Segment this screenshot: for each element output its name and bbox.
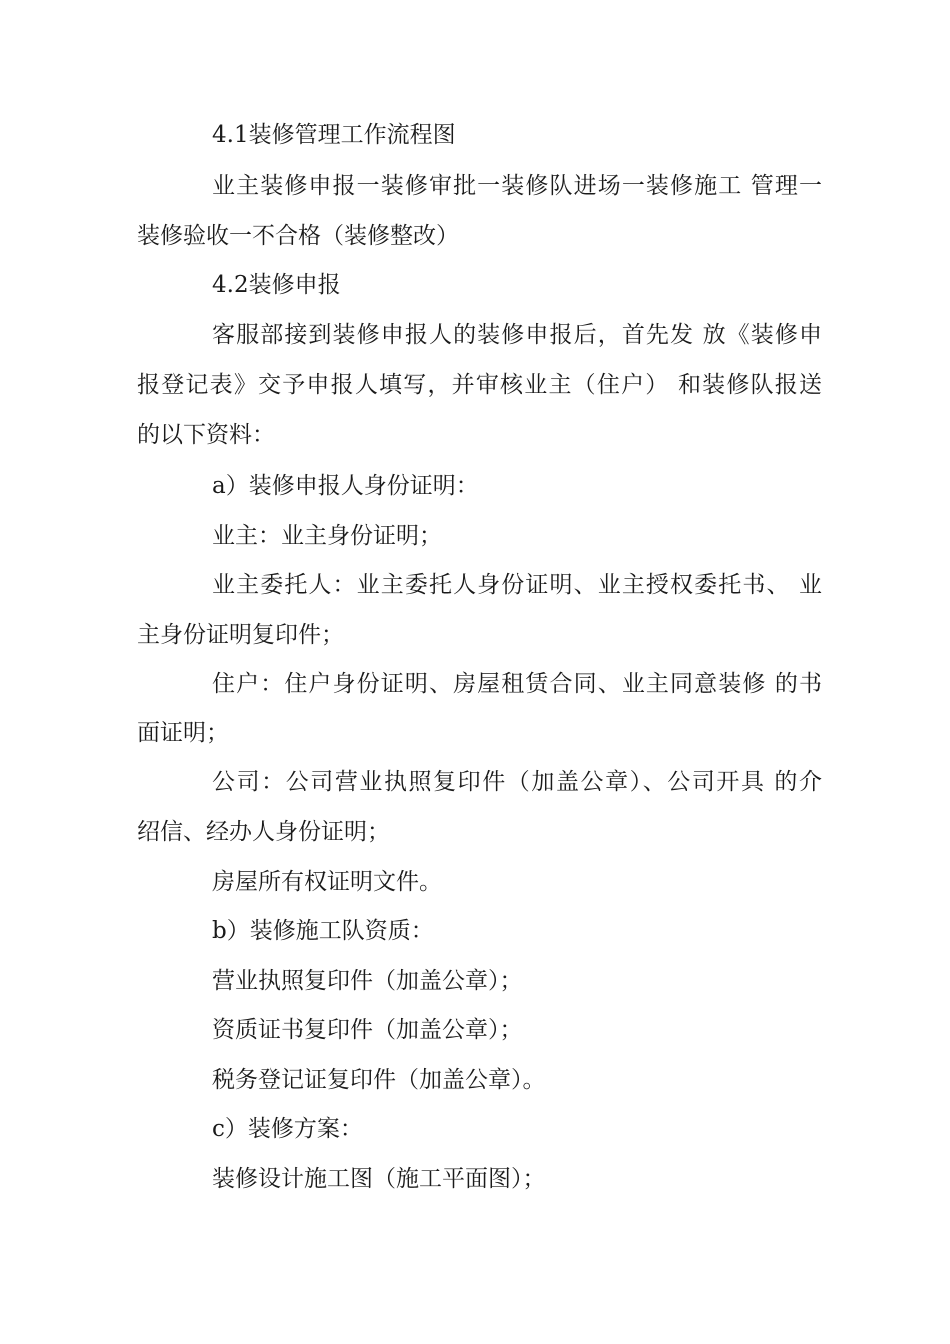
section-heading-4-1: 4.1装修管理工作流程图: [212, 122, 456, 148]
list-item: 资质证书复印件（加盖公章）；: [212, 1017, 523, 1043]
list-heading-a: a）装修申报人身份证明：: [212, 473, 479, 499]
list-item: 营业执照复印件（加盖公章）；: [212, 968, 523, 994]
paragraph-line: 客服部接到装修申报人的装修申报后，首先发 放《装修申: [212, 322, 822, 348]
list-item-continuation: 绍信、经办人身份证明；: [137, 819, 390, 845]
paragraph-line: 的以下资料：: [137, 422, 275, 448]
list-item: 住户：住户身份证明、房屋租赁合同、业主同意装修 的书: [212, 671, 822, 697]
list-item: 装修设计施工图（施工平面图）；: [212, 1166, 546, 1192]
list-item-continuation: 面证明；: [137, 720, 229, 746]
list-item-continuation: 主身份证明复印件；: [137, 622, 344, 648]
section-heading-4-2: 4.2装修申报: [212, 272, 341, 298]
list-heading-c: c）装修方案：: [212, 1116, 363, 1142]
paragraph-line: 报登记表》交予申报人填写，并审核业主（住户） 和装修队报送: [137, 372, 822, 398]
list-item: 税务登记证复印件（加盖公章）。: [212, 1067, 546, 1093]
paragraph-line: 业主装修申报一装修审批一装修队进场一装修施工 管理一: [212, 173, 822, 199]
list-item: 房屋所有权证明文件。: [212, 869, 442, 895]
paragraph-line: 装修验收一不合格（装修整改）: [137, 223, 459, 249]
list-item: 业主委托人：业主委托人身份证明、业主授权委托书、 业: [212, 572, 822, 598]
list-heading-b: b）装修施工队资质：: [212, 918, 434, 944]
list-item: 公司：公司营业执照复印件（加盖公章）、公司开具 的介: [212, 769, 822, 795]
list-item: 业主：业主身份证明；: [212, 523, 442, 549]
